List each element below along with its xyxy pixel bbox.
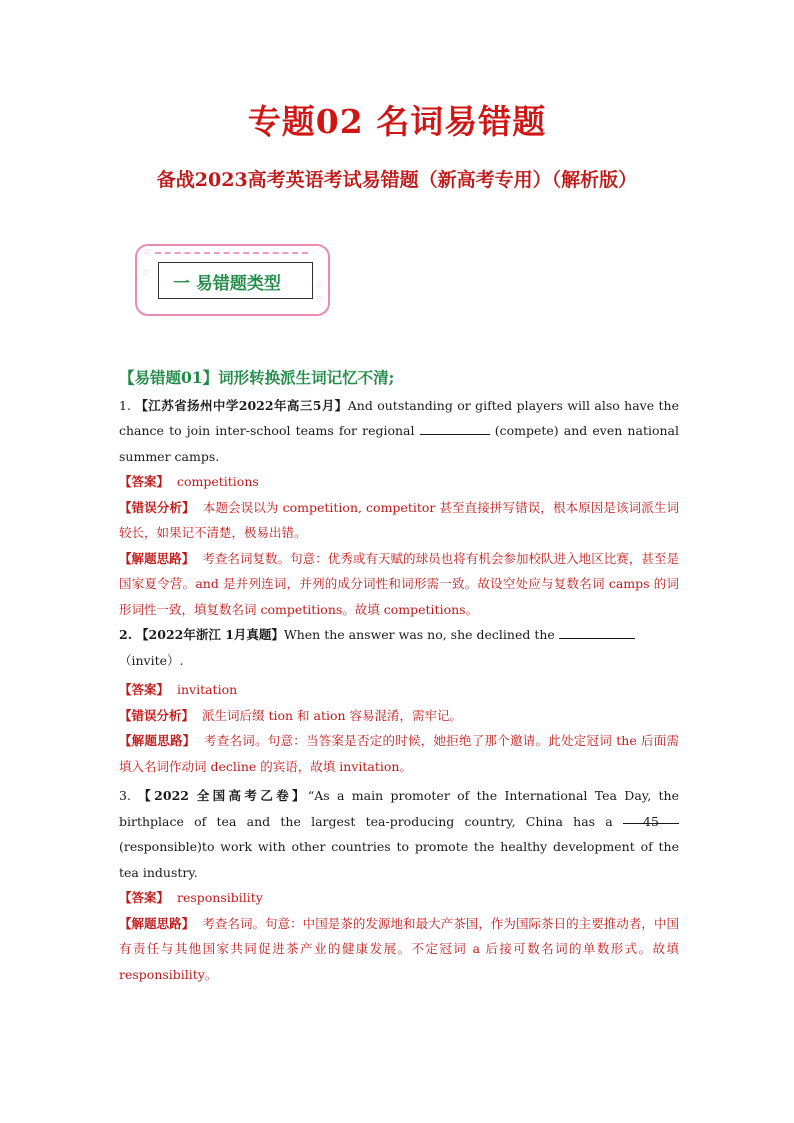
answer-blank [559, 624, 635, 639]
heart-icon: ♡ [315, 281, 323, 290]
solution-text: 考查名词。句意：中国是茶的发源地和最大产茶国，作为国际茶日的主要推动者，中国有责任与其他国家共同促进茶产业的健康发展。不定冠词 a 后接可数名词的单数形式。故填 responsibility。 [119, 915, 679, 982]
question-3 [119, 783, 679, 885]
solution-row [119, 911, 679, 988]
type-label-frame [158, 262, 313, 299]
answer-value: invitation [176, 682, 238, 697]
error-analysis-text: 本题会误以为 competition, competitor 甚至直接拼写错误，根本原因是该词派生词较长，如果记不清楚，极易出错。 [119, 499, 679, 540]
question-text: （invite）. [119, 652, 184, 668]
error-analysis-tag: 【错误分析】 [119, 499, 195, 515]
answer-blank [420, 420, 490, 435]
answer-blank: 45 [623, 809, 679, 824]
question-source: 【2022 全国高考乙卷】 [138, 788, 308, 803]
heart-icon: ♡ [142, 269, 150, 278]
heart-icon: ♡ [143, 248, 151, 257]
question-number: 2. [119, 627, 133, 642]
solution-row [119, 546, 679, 623]
question-type-box [135, 244, 330, 316]
question-text: And outstanding or gifted players will also have the chance to join inter-school teams for regional [119, 397, 679, 438]
decorative-dashed-line [155, 252, 308, 254]
answer-value: competitions [176, 474, 259, 489]
answer-tag: 【答案】 [119, 474, 170, 489]
error-analysis-text: 派生词后缀 tion 和 ation 容易混淆，需牢记。 [201, 707, 463, 723]
question-source: 【江苏省扬州中学2022年高三5月】 [135, 397, 348, 413]
page-subtitle: 备战2023高考英语考试易错题（新高考专用）（解析版） [156, 169, 638, 191]
solution-tag: 【解题思路】 [119, 733, 196, 748]
solution-text: 考查名词复数。句意：优秀或有天赋的球员也将有机会参加校队进入地区比赛，甚至是国家夏令营。and 是并列连词，并列的成分词性和词形需一致。故设空处应与复数名词 camps 的词形词性一致，填复数名词 competitions。故填 competitions。 [119, 550, 679, 617]
page-title: 专题02 名词易错题 [247, 102, 547, 141]
answer-row [119, 677, 679, 703]
question-source: 【2022年浙江 1月真题】 [136, 627, 284, 642]
main-content [119, 365, 679, 987]
heart-icon: ♡ [315, 295, 323, 304]
question-number: 1. [119, 397, 131, 413]
solution-tag: 【解题思路】 [119, 550, 195, 566]
error-analysis-row [119, 495, 679, 546]
question-text: When the answer was no, she declined the [283, 627, 559, 642]
solution-text: 考查名词。句意：当答案是否定的时候，她拒绝了那个邀请。此处定冠词 the 后面需填入名词作动词 decline 的宾语，故填 invitation。 [119, 733, 679, 774]
question-1 [119, 393, 679, 470]
question-number: 3. [119, 788, 131, 803]
section-heading: 【易错题01】词形转换派生词记忆不清; [119, 368, 395, 387]
answer-row [119, 469, 679, 495]
answer-tag: 【答案】 [119, 682, 170, 697]
question-text: (responsible)to work with other countries to promote the healthy development of the tea industry. [119, 839, 679, 880]
answer-value: responsibility [176, 890, 263, 905]
question-2 [119, 622, 679, 673]
question-text: (compete) and even national summer camps. [119, 423, 679, 464]
error-analysis-row [119, 703, 679, 729]
solution-tag: 【解题思路】 [119, 915, 195, 931]
type-label: 一 易错题类型 [173, 274, 281, 294]
answer-row [119, 885, 679, 911]
question-text: “As a main promoter of the International Tea Day, the birthplace of tea and the largest tea-producing country, China has a [119, 788, 679, 829]
solution-row [119, 728, 679, 779]
answer-tag: 【答案】 [119, 890, 170, 905]
error-analysis-tag: 【错误分析】 [119, 707, 195, 723]
